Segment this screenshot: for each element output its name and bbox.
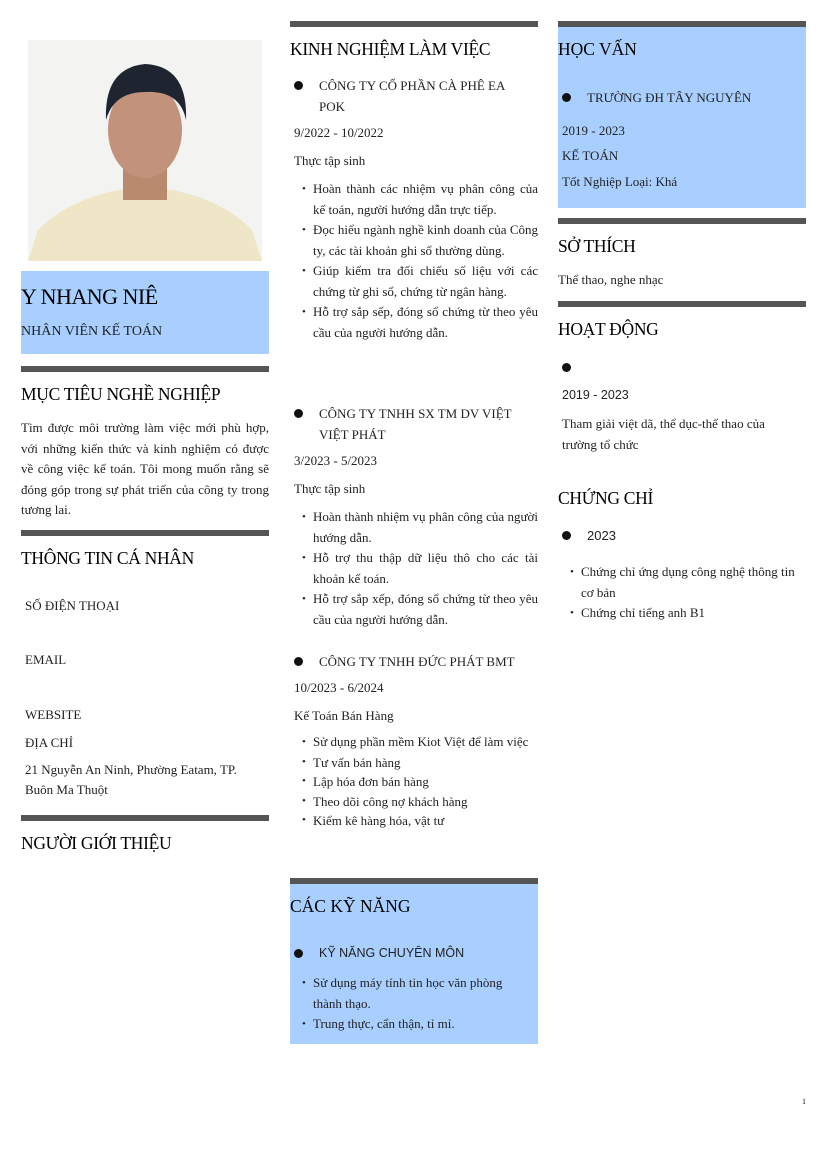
page-number: 1 [802, 1097, 806, 1106]
objective-heading: MỤC TIÊU NGHỀ NGHIỆP [21, 384, 221, 404]
profile-photo [28, 40, 262, 261]
education-period: 2019 - 2023 [562, 123, 625, 138]
name-box [21, 271, 269, 354]
activities-text: Tham giải việt dã, thể dục-thể thao của trường tổ chức [562, 416, 765, 452]
phone-label: SỐ ĐIỆN THOẠI [25, 598, 120, 613]
job-entry [290, 403, 538, 630]
task-item: • Hoàn thành các nhiệm vụ phân công của kế toán, người hướng dẫn trực tiếp. [302, 179, 538, 220]
email-label: EMAIL [25, 652, 67, 667]
grade: Tốt Nghiệp Loại: Khá [562, 174, 678, 189]
divider [558, 218, 806, 224]
task-item: • Tư vấn bán hàng [302, 753, 538, 773]
job-entry [290, 651, 538, 831]
company-name: CÔNG TY TNHH ĐỨC PHÁT BMT [319, 654, 515, 669]
job-role: Thực tập sinh [294, 153, 366, 168]
divider [21, 530, 269, 536]
task-item: • Lập hóa đơn bán hàng [302, 772, 538, 792]
divider [21, 366, 269, 372]
major: KẾ TOÁN [562, 148, 619, 163]
skills-heading: CÁC KỸ NĂNG [290, 896, 411, 916]
bullet-icon [562, 93, 571, 102]
job-title: NHÂN VIÊN KẾ TOÁN [21, 324, 163, 339]
divider [558, 301, 806, 307]
company-name: CÔNG TY CỔ PHẦN CÀ PHÊ EA POK [319, 78, 505, 114]
skills-list [290, 973, 522, 1035]
certificates-heading: CHỨNG CHỈ [558, 488, 653, 508]
task-list [290, 507, 538, 630]
bullet-icon [294, 81, 303, 90]
skills-box [290, 884, 538, 1044]
bullet-icon [562, 531, 571, 540]
divider [21, 815, 269, 821]
activities-heading: HOẠT ĐỘNG [558, 319, 659, 339]
activities-period: 2019 - 2023 [562, 388, 629, 402]
education-heading: HỌC VẤN [558, 39, 637, 59]
certificate-item: • Chứng chỉ tiếng anh B1 [570, 603, 802, 624]
bullet-icon [294, 949, 303, 958]
website-label: WEBSITE [25, 707, 82, 722]
bullet-icon [294, 409, 303, 418]
task-item: • Kiểm kê hàng hóa, vật tư [302, 811, 538, 831]
objective-text: Tìm được môi trường làm việc mới phù hợp, với những kiến thức và kinh nghiệm có được về công việc kế toán. Tôi mong muốn rằng sẽ đóng góp trong sự phát triển của công ty trong tương lai. [21, 420, 269, 517]
task-item: • Theo dõi công nợ khách hàng [302, 792, 538, 812]
task-item: • Hoàn thành nhiệm vụ phân công của người hướng dẫn. [302, 507, 538, 548]
references-heading: NGƯỜI GIỚI THIỆU [21, 833, 172, 853]
task-item: • Sử dụng phần mềm Kiot Việt để làm việc [302, 732, 538, 753]
task-item: • Đọc hiểu ngành nghề kinh doanh của Công ty, các tài khoản ghi sổ thường dùng. [302, 220, 538, 261]
bullet-icon [562, 363, 571, 372]
job-entry [290, 75, 538, 343]
task-item: • Hỗ trợ sắp sếp, đóng sổ chứng từ theo yêu cầu của người hướng dẫn. [302, 302, 538, 343]
certificate-list [558, 562, 802, 624]
address-value: 21 Nguyễn An Ninh, Phường Eatam, TP. Buôn Ma Thuột [25, 762, 237, 797]
job-period: 9/2022 - 10/2022 [294, 125, 384, 140]
address-label: ĐỊA CHỈ [25, 735, 74, 750]
experience-heading: KINH NGHIỆM LÀM VIỆC [290, 39, 491, 59]
task-list [290, 179, 538, 343]
skill-item: • Sử dụng máy tính tin học văn phòng thành thạo. [302, 973, 522, 1014]
personal-heading: THÔNG TIN CÁ NHÂN [21, 548, 194, 568]
certificate-item: • Chứng chỉ ứng dụng công nghệ thông tin cơ bản [570, 562, 802, 603]
education-box [558, 27, 806, 208]
task-list [290, 732, 538, 831]
job-role: Thực tập sinh [294, 481, 366, 496]
divider [290, 21, 538, 27]
school-name: TRƯỜNG ĐH TÂY NGUYÊN [587, 90, 752, 105]
certificate-year: 2023 [587, 528, 616, 543]
job-period: 10/2023 - 6/2024 [294, 680, 384, 695]
hobbies-heading: SỞ THÍCH [558, 236, 636, 256]
job-period: 3/2023 - 5/2023 [294, 453, 378, 468]
bullet-icon [294, 657, 303, 666]
job-role: Kế Toán Bán Hàng [294, 708, 394, 723]
task-item: • Giúp kiểm tra đối chiếu số liệu với các chứng từ ghi sổ, chứng từ ngân hàng. [302, 261, 538, 302]
task-item: • Hỗ trợ thu thập dữ liệu thô cho các tài khoản kế toán. [302, 548, 538, 589]
company-name: CÔNG TY TNHH SX TM DV VIỆT VIỆT PHÁT [319, 406, 512, 442]
skill-item: • Trung thực, cẩn thận, tỉ mỉ. [302, 1014, 522, 1035]
full-name: Y NHANG NIÊ [21, 284, 158, 309]
task-item: • Hỗ trợ sắp xếp, đóng sổ chứng từ theo yêu cầu của người hướng dẫn. [302, 589, 538, 630]
hobbies-text: Thể thao, nghe nhạc [558, 272, 664, 287]
skills-group: KỸ NĂNG CHUYÊN MÔN [319, 946, 465, 960]
